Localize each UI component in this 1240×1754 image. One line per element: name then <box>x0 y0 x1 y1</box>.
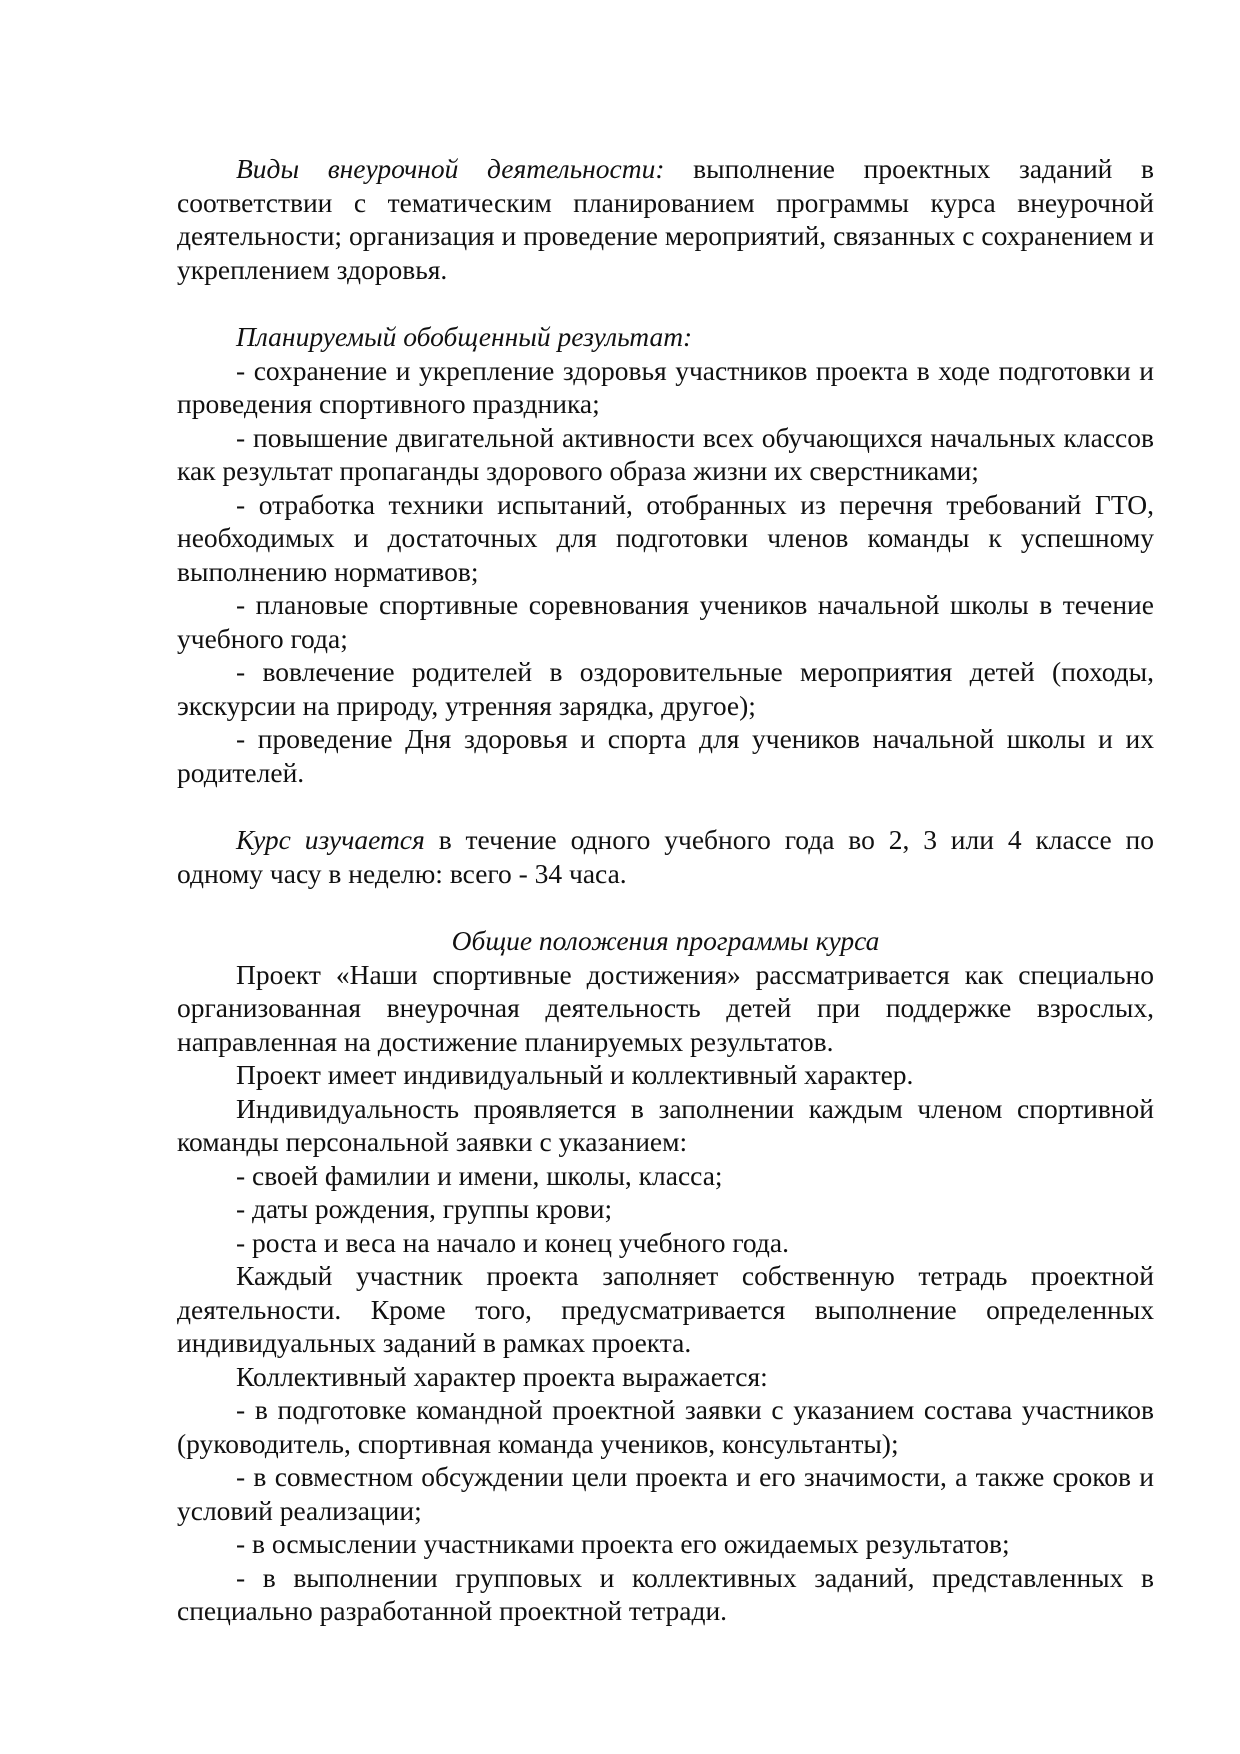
general-paragraph: Проект «Наши спортивные достижения» рассматривается как специально организованная внеурочная деятельность детей при поддержке взрослых, направленная на достижение планируемых результатов. <box>177 958 1154 1057</box>
collective-item: - в осмыслении участниками проекта его ожидаемых результатов; <box>236 1528 1010 1559</box>
individual-item: - даты рождения, группы крови; <box>236 1193 613 1224</box>
individual-item: - своей фамилии и имени, школы, класса; <box>236 1159 723 1191</box>
activities-label: Виды внеурочной деятельности: <box>236 153 665 184</box>
course-duration-paragraph <box>177 823 1154 890</box>
results-item: - проведение Дня здоровья и спорта для учеников начальной школы и их родителей. <box>177 723 1154 788</box>
results-heading: Планируемый обобщенный результат: <box>236 321 693 352</box>
collective-item: - в подготовке командной проектной заявки с указанием состава участников (руководитель, спортивная команда учеников, консультанты); <box>177 1394 1154 1459</box>
results-item: - сохранение и укрепление здоровья участников проекта в ходе подготовки и проведения спортивного праздника; <box>177 354 1154 419</box>
results-item: - повышение двигательной активности всех обучающихся начальных классов как результат пропаганды здорового образа жизни их сверстниками; <box>177 421 1154 486</box>
results-item: - плановые спортивные соревнования учеников начальной школы в течение учебного года; <box>177 589 1154 654</box>
results-item: - отработка техники испытаний, отобранных из перечня требований ГТО, необходимых и достаточных для подготовки членов команды к успешному выполнению нормативов; <box>177 488 1154 587</box>
course-duration-text: в течение одного учебного года во 2, 3 или 4 классе по одному часу в неделю: всего - 34 часа. <box>177 824 1155 889</box>
collective-item: - в совместном обсуждении цели проекта и его значимости, а также сроков и условий реализации; <box>177 1461 1154 1526</box>
activities-text: выполнение проектных заданий в соответствии с тематическим планированием программы курса внеурочной деятельности; организация и проведение мероприятий, связанных с сохранением и укреплением здоровья. <box>177 153 1155 285</box>
general-paragraph: Коллективный характер проекта выражается: <box>236 1360 768 1392</box>
activities-paragraph <box>177 152 1154 286</box>
general-paragraph: Индивидуальность проявляется в заполнении каждым членом спортивной команды персональной заявки с указанием: <box>177 1092 1154 1157</box>
course-duration-label: Курс изучается <box>236 824 425 855</box>
general-paragraph: Проект имеет индивидуальный и коллективный характер. <box>236 1059 914 1090</box>
individual-item: - роста и веса на начало и конец учебного года. <box>236 1226 789 1258</box>
collective-item: - в выполнении групповых и коллективных заданий, представленных в специально разработанной проектной тетради. <box>177 1561 1154 1626</box>
document-body <box>177 152 1154 1628</box>
results-item: - вовлечение родителей в оздоровительные мероприятия детей (походы, экскурсии на природу, утренняя зарядка, другое); <box>177 656 1154 721</box>
general-paragraph: Каждый участник проекта заполняет собственную тетрадь проектной деятельности. Кроме того, предусматривается выполнение определенных индивидуальных заданий в рамках проекта. <box>177 1260 1154 1358</box>
section-heading: Общие положения программы курса <box>451 925 880 956</box>
